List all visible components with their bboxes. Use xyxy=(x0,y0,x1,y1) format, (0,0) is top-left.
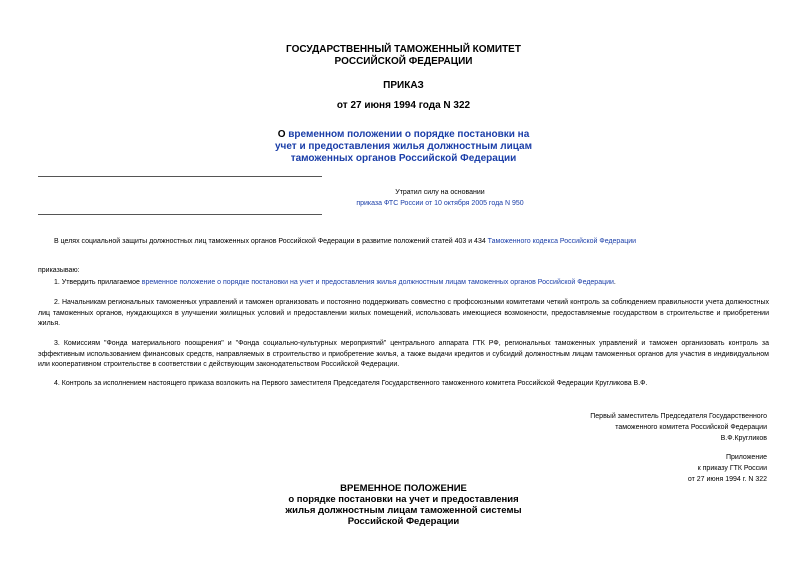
org-name-line1: ГОСУДАРСТВЕННЫЙ ТАМОЖЕННЫЙ КОМИТЕТ xyxy=(286,44,521,55)
p1-text: 1. Утвердить прилагаемое xyxy=(54,279,142,286)
intro-paragraph xyxy=(38,237,769,248)
title-link-line2[interactable]: учет и предоставления жилья должностным лицам xyxy=(274,141,532,152)
title-link-line1[interactable]: временном положении о порядке постановки на xyxy=(288,129,530,140)
paragraph-1 xyxy=(38,278,769,289)
bottom-title-line1: ВРЕМЕННОЕ ПОЛОЖЕНИЕ xyxy=(340,483,467,494)
paragraph-3: 3. Комиссиям "Фонда материального поощрения" и "Фонда социально-культурных мероприятий" центрального аппарата ГТК РФ, региональных таможенных управлений и таможен организовать контроль за эффективным использованием финансовых средств, направляемых в строительство и приобретение жилья, а также выдачи кредитов и субсидий должностным лицам таможенных органов для участия в индивидуальном или кооперативном строительстве в соответствии с действующим законодательством Российской Федерации. xyxy=(38,340,769,368)
appendix-line3: от 27 июня 1994 г. N 322 xyxy=(687,476,767,483)
signature-line1: Первый заместитель Председателя Государственного xyxy=(590,413,767,420)
bottom-title-line3: жилья должностным лицам таможенной системы xyxy=(285,505,522,516)
appendix-line2: к приказу ГТК России xyxy=(697,465,767,472)
bottom-title-line4: Российской Федерации xyxy=(347,516,460,527)
doc-date-number: от 27 июня 1994 года N 322 xyxy=(336,100,471,111)
divider-top xyxy=(38,176,322,177)
doc-type: ПРИКАЗ xyxy=(383,80,424,91)
customs-code-link[interactable]: Таможенного кодекса Российской Федерации xyxy=(487,238,637,245)
p1-end: . xyxy=(613,279,616,286)
provision-link[interactable]: временное положение о порядке постановки на учет и предоставления жилья должностным лицам таможенных органов Российской Федерации xyxy=(141,279,614,286)
org-name-line2: РОССИЙСКОЙ ФЕДЕРАЦИИ xyxy=(334,56,473,67)
paragraph-4: 4. Контроль за исполнением настоящего приказа возложить на Первого заместителя Председателя Государственного таможенного комитета Российской Федерации Кругликова В.Ф. xyxy=(54,380,648,387)
intro-text: В целях социальной защиты должностных лиц таможенных органов Российской Федерации в развитие положений статей 403 и 434 xyxy=(54,238,488,245)
bottom-title-line2: о порядке постановки на учет и предоставления xyxy=(288,494,519,505)
title-link-line3[interactable]: таможенных органов Российской Федерации xyxy=(290,153,517,164)
appendix-line1: Приложение xyxy=(725,454,767,461)
doc-title xyxy=(0,129,807,140)
order-word: приказываю: xyxy=(38,267,80,274)
title-prefix: О xyxy=(277,129,289,140)
appendix-block xyxy=(688,452,767,485)
signature-line3: В.Ф.Кругликов xyxy=(720,435,767,442)
paragraph-2: 2. Начальникам региональных таможенных управлений и таможен организовать и постоянно поддерживать совместно с профсоюзными комитетами четкий контроль за соблюдением правильности учета должностных лиц таможенных органов, нуждающихся в улучшении жилищных условий и предоставлении жилых помещений, использовать имеющиеся возможности, предоставляемые государством в строительстве и приобретении жилья. xyxy=(38,299,769,327)
status-link[interactable]: приказа ФТС России от 10 октября 2005 года N 950 xyxy=(356,200,524,207)
divider-bottom xyxy=(38,214,322,215)
signature-block xyxy=(590,411,767,444)
signature-line2: таможенного комитета Российской Федерации xyxy=(615,424,767,431)
status-label: Утратил силу на основании xyxy=(395,189,485,196)
